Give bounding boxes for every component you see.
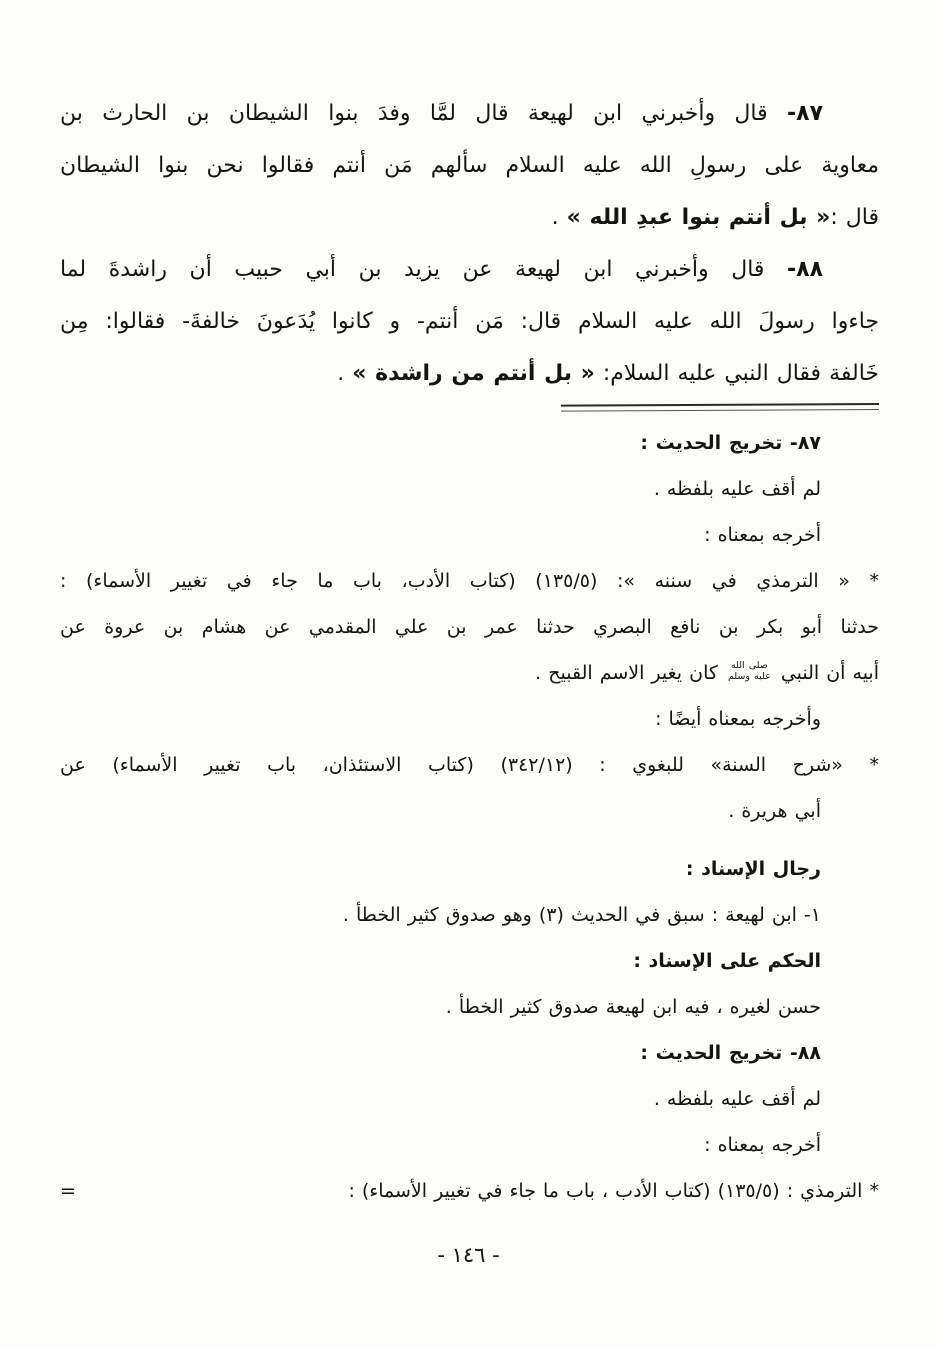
footnote-rijal-line: ١- ابن لهيعة : سبق في الحديث (٣) وهو صدوق كثير الخطأ . xyxy=(342,904,821,926)
hadith-87-line-1-text: قال وأخبرني ابن لهيعة قال لمَّا وفدَ بنوا الشيطان بن الحارث بن xyxy=(60,101,787,126)
continuation-equals-mark: = xyxy=(60,1180,76,1202)
footnote-baghawi-source-line-1: * «شرح السنة» للبغوي : (٣٤٢/١٢) (كتاب الاستئذان، باب تغيير الأسماء) عن xyxy=(60,754,879,776)
footnote-heading-87-takhrij: ٨٧- تخريج الحديث : xyxy=(640,432,821,454)
hadith-88-line-3-post: . xyxy=(337,361,353,386)
hadith-88-paragraph xyxy=(60,244,879,400)
hadith-88-line-2: جاءوا رسولَ الله عليه السلام قال: مَن أنتم- و كانوا يُدَعونَ خالفةَ- فقالوا: مِن xyxy=(60,309,879,334)
hadith-88-number: ٨٨- xyxy=(787,257,823,282)
hadith-87-paragraph xyxy=(60,88,879,244)
tirmidhi-line-3-post: كان يغير الاسم القبيح . xyxy=(535,662,725,684)
footnote-heading-rijal-isnad: رجال الإسناد : xyxy=(685,858,821,880)
footnote-heading-hukm-isnad: الحكم على الإسناد : xyxy=(633,950,821,972)
footnote-heading-88-takhrij: ٨٨- تخريج الحديث : xyxy=(640,1042,821,1064)
hadith-88-line-3 xyxy=(60,348,879,400)
footnote-tirmidhi-source-line-3 xyxy=(60,650,879,696)
footnote-separator-rule xyxy=(561,403,879,412)
footnote-also-meaning-line: وأخرجه بمعناه أيضًا : xyxy=(655,708,821,730)
honorific-bottom-line: عليه وسلم xyxy=(727,670,771,682)
tirmidhi-line-3-pre: أبيه أن النبي xyxy=(773,662,879,684)
hadith-88-line-3-pre: خَالفة فقال النبي عليه السلام: xyxy=(594,361,879,386)
footnote-baghawi-source-line-2: أبي هريرة . xyxy=(728,800,821,822)
footnote-88-source-line xyxy=(60,1168,879,1214)
footnote-tirmidhi-source-line-2: حدثنا أبو بكر بن نافع البصري حدثنا عمر بن علي المقدمي عن هشام بن عروة عن xyxy=(60,616,879,638)
footnotes-section xyxy=(60,420,879,1214)
hadith-87-quote: « بل أنتم بنوا عبدِ الله » xyxy=(566,205,831,230)
hadith-87-line-3-pre: قال : xyxy=(830,205,879,230)
hadith-88-quote: « بل أنتم من راشدة » xyxy=(352,361,595,386)
footnote-88-not-found-line: لم أقف عليه بلفظه . xyxy=(653,1088,821,1110)
footnote-hukm-line: حسن لغيره ، فيه ابن لهيعة صدوق كثير الخطأ . xyxy=(445,996,821,1018)
hadith-87-line-2: معاوية على رسولِ الله عليه السلام سألهم مَن أنتم فقالوا نحن بنوا الشيطان xyxy=(60,153,879,178)
page-number: - ١٤٦ - xyxy=(437,1243,500,1267)
hadith-88-line-1-text: قال وأخبرني ابن لهيعة عن يزيد بن أبي حبيب أن راشدةَ لما xyxy=(60,257,787,282)
footnote-88-meaning-line: أخرجه بمعناه : xyxy=(704,1134,821,1156)
hadith-87-line-3-post: . xyxy=(551,205,567,230)
footnote-87-not-found-line: لم أقف عليه بلفظه . xyxy=(653,478,821,500)
hadith-87-line-3 xyxy=(60,192,879,244)
footnote-88-source-text: * الترمذي : (١٣٥/٥) (كتاب الأدب ، باب ما جاء في تغيير الأسماء) : xyxy=(348,1180,879,1202)
hadith-87-line-1 xyxy=(60,88,879,140)
honorific-top-line: صلى الله xyxy=(730,660,768,671)
hadith-88-line-1 xyxy=(60,244,879,296)
footnote-87-meaning-line: أخرجه بمعناه : xyxy=(704,524,821,546)
footnote-tirmidhi-source-line-1: * « الترمذي في سننه »: (١٣٥/٥) (كتاب الأدب، باب ما جاء في تغيير الأسماء) : xyxy=(60,570,879,592)
salla-allahu-alayhi-wa-sallam-ligature xyxy=(728,661,771,682)
hadith-87-number: ٨٧- xyxy=(787,101,823,126)
